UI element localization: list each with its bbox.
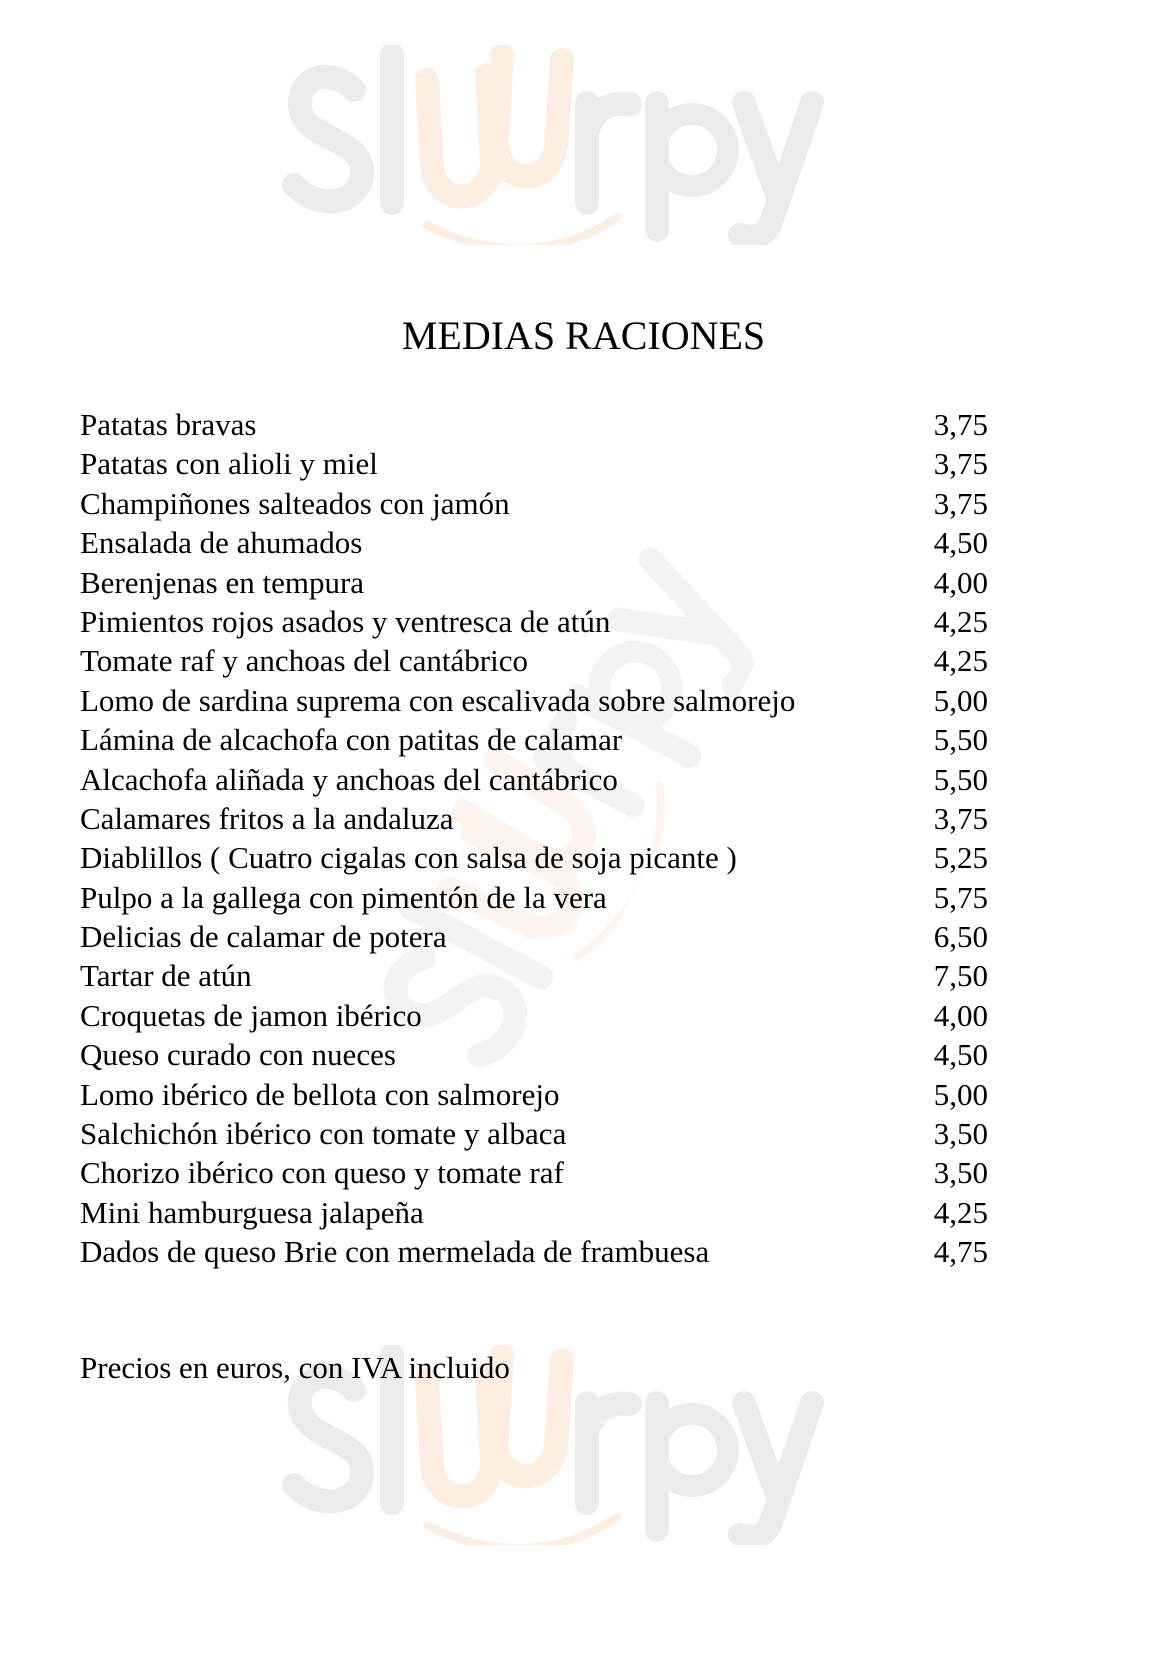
- item-price: 5,00: [933, 682, 988, 718]
- item-name: Dados de queso Brie con mermelada de frambuesa: [80, 1234, 710, 1270]
- item-name: Berenjenas en tempura: [80, 564, 365, 600]
- item-name: Tartar de atún: [80, 958, 252, 994]
- item-price: 7,50: [933, 958, 988, 994]
- item-price: 3,50: [933, 1155, 988, 1191]
- item-price: 4,50: [933, 525, 988, 561]
- menu-item: [80, 1153, 988, 1192]
- item-name: Croquetas de jamon ibérico: [80, 997, 422, 1033]
- menu-list: [80, 405, 988, 1272]
- item-name: Alcachofa aliñada y anchoas del cantábrico: [80, 761, 618, 797]
- item-price: 3,50: [933, 1116, 988, 1152]
- menu-item: [80, 760, 988, 799]
- menu-item: [80, 681, 988, 720]
- menu-item: [80, 523, 988, 562]
- item-price: 5,50: [933, 761, 988, 797]
- item-name: Lámina de alcachofa con patitas de calamar: [80, 722, 623, 758]
- menu-item: [80, 996, 988, 1035]
- menu-item: [80, 838, 988, 877]
- item-price: 5,00: [933, 1076, 988, 1112]
- menu-item: [80, 484, 988, 523]
- item-name: Patatas con alioli y miel: [80, 446, 378, 482]
- menu-item: [80, 444, 988, 483]
- menu-item: [80, 1232, 988, 1271]
- menu-item: [80, 799, 988, 838]
- menu-item: [80, 602, 988, 641]
- menu-item: [80, 1193, 988, 1232]
- item-price: 4,25: [933, 643, 988, 679]
- menu-item: [80, 1035, 988, 1074]
- item-price: 3,75: [933, 800, 988, 836]
- item-price: 4,00: [933, 564, 988, 600]
- item-price: 4,25: [933, 603, 988, 639]
- item-name: Queso curado con nueces: [80, 1037, 396, 1073]
- item-price: 4,75: [933, 1234, 988, 1270]
- menu-item: [80, 878, 988, 917]
- menu-item: [80, 563, 988, 602]
- menu-item: [80, 1075, 988, 1114]
- item-name: Diablillos ( Cuatro cigalas con salsa de soja picante ): [80, 840, 737, 876]
- item-name: Pulpo a la gallega con pimentón de la vera: [80, 879, 607, 915]
- menu-item: [80, 405, 988, 444]
- menu-item: [80, 917, 988, 956]
- item-name: Lomo de sardina suprema con escalivada sobre salmorejo: [80, 682, 796, 718]
- item-name: Ensalada de ahumados: [80, 525, 363, 561]
- menu-item: [80, 720, 988, 759]
- menu-item: [80, 956, 988, 995]
- menu-title: MEDIAS RACIONES: [401, 313, 766, 358]
- item-name: Chorizo ibérico con queso y tomate raf: [80, 1155, 564, 1191]
- item-price: 5,25: [933, 840, 988, 876]
- item-name: Delicias de calamar de potera: [80, 919, 447, 955]
- menu-item: [80, 1114, 988, 1153]
- item-price: 4,25: [933, 1194, 988, 1230]
- item-name: Calamares fritos a la andaluza: [80, 800, 454, 836]
- item-name: Lomo ibérico de bellota con salmorejo: [80, 1076, 560, 1112]
- item-price: 4,50: [933, 1037, 988, 1073]
- item-name: Patatas bravas: [80, 407, 257, 442]
- menu-item: [80, 641, 988, 680]
- item-name: Tomate raf y anchoas del cantábrico: [80, 643, 528, 679]
- price-note: Precios en euros, con IVA incluido: [80, 1350, 510, 1385]
- item-price: 6,50: [933, 919, 988, 955]
- item-price: 3,75: [933, 446, 988, 482]
- item-price: 5,50: [933, 722, 988, 758]
- item-price: 5,75: [933, 879, 988, 915]
- item-name: Champiñones salteados con jamón: [80, 485, 510, 521]
- item-name: Pimientos rojos asados y ventresca de atún: [80, 603, 611, 639]
- item-name: Salchichón ibérico con tomate y albaca: [80, 1116, 567, 1152]
- item-price: 3,75: [933, 407, 988, 442]
- item-name: Mini hamburguesa jalapeña: [80, 1194, 424, 1230]
- slurpy-watermark-logo: [282, 45, 842, 245]
- item-price: 4,00: [933, 997, 988, 1033]
- item-price: 3,75: [933, 485, 988, 521]
